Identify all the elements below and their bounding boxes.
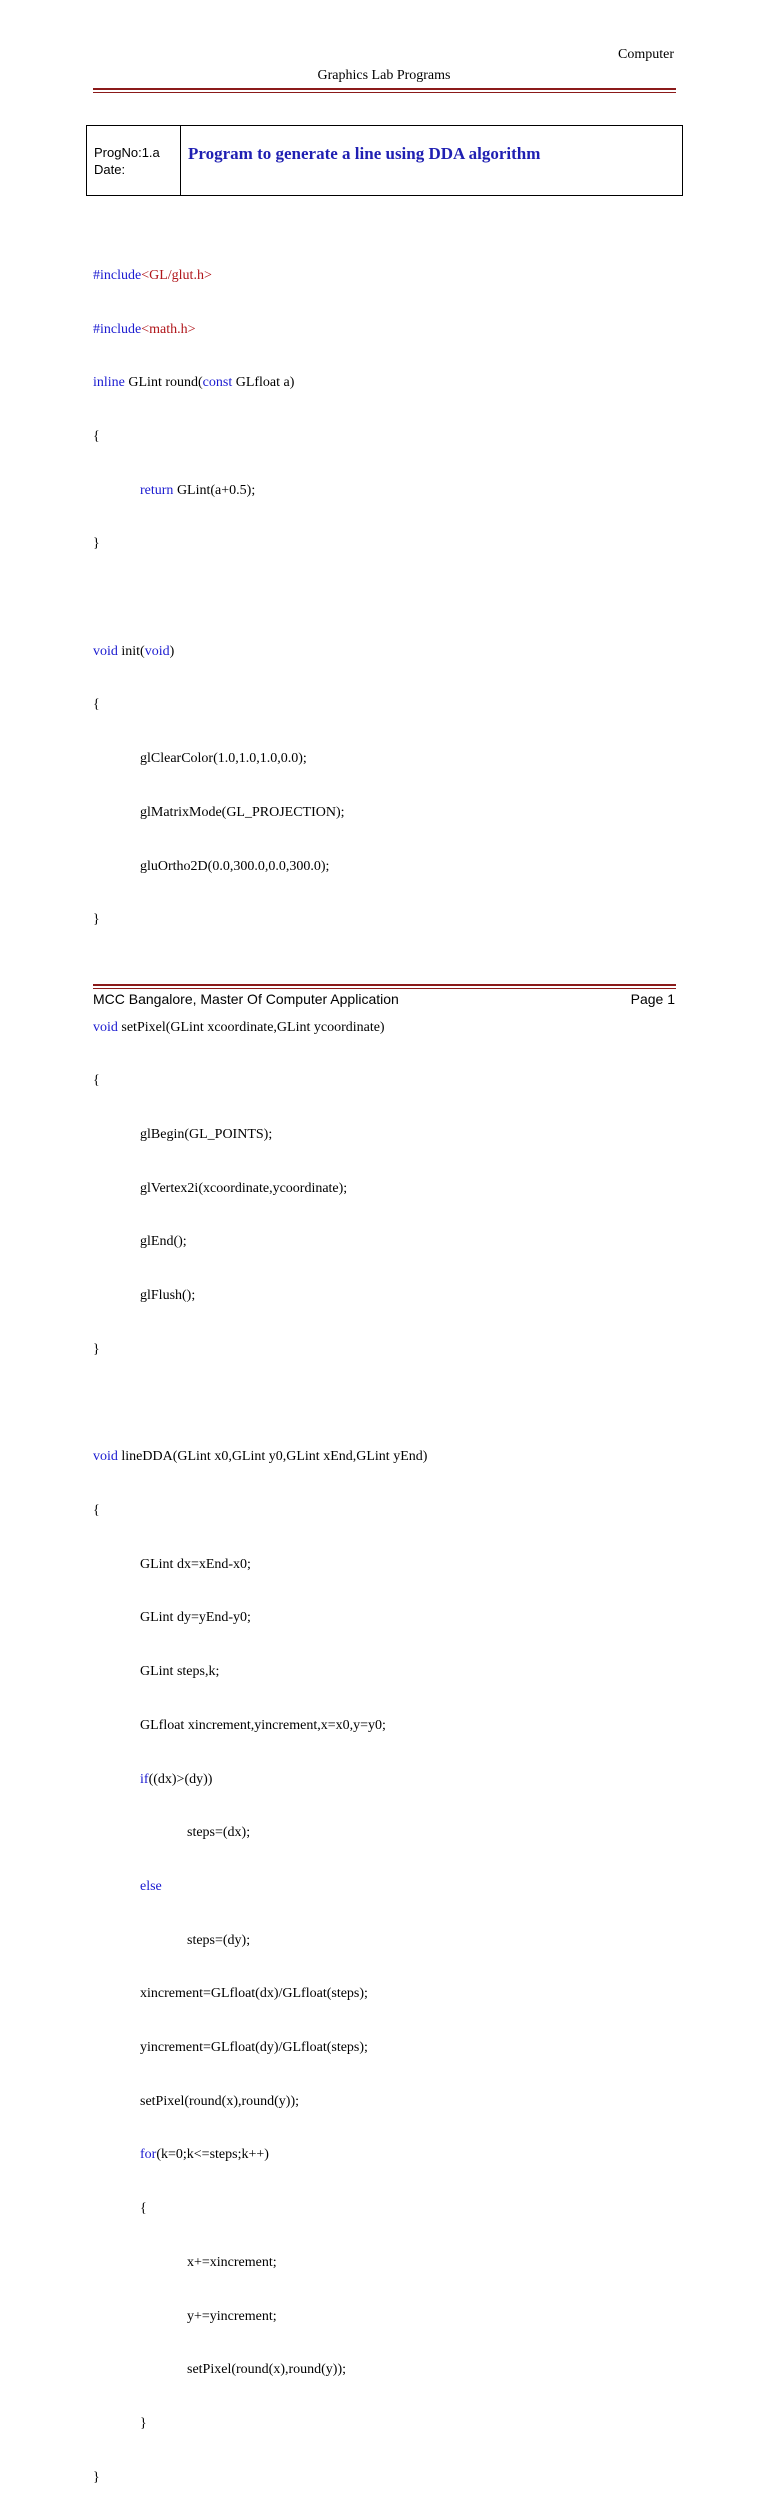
code-text: GLint(a+0.5); (173, 482, 256, 498)
code-line: } (93, 1341, 100, 1357)
code-line: glMatrixMode(GL_PROJECTION); (140, 804, 345, 820)
code-keyword: void (93, 1019, 118, 1035)
code-text: (k=0;k<=steps;k++) (156, 2147, 269, 2163)
code-line (93, 374, 427, 392)
code-line (93, 1019, 427, 1037)
code-line: { (93, 697, 100, 713)
code-line: y+=yincrement; (187, 2308, 277, 2324)
code-include-path: <GL/glut.h> (141, 267, 212, 283)
program-number: ProgNo:1.a (94, 145, 160, 160)
code-line: } (93, 2469, 100, 2485)
code-line: GLint dx=xEnd-x0; (140, 1556, 251, 1572)
code-text: init( (117, 643, 145, 659)
footer-rule-thin (93, 988, 676, 989)
code-line: yincrement=GLfloat(dy)/GLfloat(steps); (140, 2040, 368, 2056)
code-keyword: for (140, 2147, 157, 2163)
code-keyword: #include (93, 321, 142, 337)
code-line: } (93, 912, 100, 928)
code-keyword: void (144, 643, 170, 659)
code-keyword: const (202, 375, 233, 391)
code-line: xincrement=GLfloat(dx)/GLfloat(steps); (140, 1986, 368, 2002)
code-blank-line (93, 589, 427, 607)
footer-institution: MCC Bangalore, Master Of Computer Application (93, 991, 399, 1007)
code-line: glEnd(); (140, 1234, 187, 1250)
code-line: } (93, 536, 100, 552)
page-number: Page 1 (630, 991, 675, 1007)
code-blank-line (93, 965, 427, 983)
footer-rule (93, 984, 676, 986)
code-line (93, 2146, 427, 2164)
code-keyword: inline (93, 375, 125, 391)
code-line: GLint dy=yEnd-y0; (140, 1610, 251, 1626)
code-keyword: return (140, 482, 174, 498)
code-text: ((dx)>(dy)) (148, 1771, 213, 1787)
code-keyword: #include (93, 267, 142, 283)
code-keyword: if (140, 1771, 149, 1787)
code-text: GLfloat a) (232, 375, 295, 391)
header-title: Graphics Lab Programs (317, 68, 451, 83)
code-text: ) (169, 643, 175, 659)
code-line (93, 482, 427, 500)
code-line: setPixel(round(x),round(y)); (140, 2093, 300, 2109)
code-line: x+=xincrement; (187, 2254, 277, 2270)
code-blank-line (93, 1395, 427, 1413)
code-line: { (140, 2201, 147, 2217)
program-date: Date: (94, 162, 126, 177)
code-keyword: void (93, 1449, 118, 1465)
code-line: gluOrtho2D(0.0,300.0,0.0,300.0); (140, 858, 330, 874)
code-line: GLint steps,k; (140, 1664, 220, 1680)
code-line (93, 1771, 427, 1789)
code-line: glClearColor(1.0,1.0,1.0,0.0); (140, 751, 307, 767)
code-text: GLint round( (124, 375, 203, 391)
code-line: { (93, 1073, 100, 1089)
code-text: lineDDA(GLint x0,GLint y0,GLint xEnd,GLint yEnd) (117, 1449, 428, 1465)
code-keyword: else (140, 1878, 162, 1894)
code-keyword: void (93, 643, 118, 659)
code-line (93, 1878, 427, 1896)
header-rule (93, 88, 676, 90)
code-line: GLfloat xincrement,yincrement,x=x0,y=y0; (140, 1717, 386, 1733)
code-line: glFlush(); (140, 1288, 196, 1304)
program-title: Program to generate a line using DDA algorithm (188, 144, 541, 163)
header-right-text: Computer (618, 47, 674, 62)
code-include-path: <math.h> (141, 321, 196, 337)
program-meta (87, 126, 181, 195)
code-line: { (93, 428, 100, 444)
code-line (93, 1448, 427, 1466)
code-line: { (93, 1502, 100, 1518)
code-line (93, 267, 427, 285)
header-rule-thin (93, 92, 676, 93)
code-line: steps=(dy); (187, 1932, 251, 1948)
code-text: setPixel(GLint xcoordinate,GLint ycoordinate) (117, 1019, 385, 1035)
program-info-box (86, 125, 683, 196)
code-line: glBegin(GL_POINTS); (140, 1127, 273, 1143)
code-line (93, 643, 427, 661)
code-line: setPixel(round(x),round(y)); (187, 2362, 347, 2378)
code-line: } (140, 2415, 147, 2431)
code-line: glVertex2i(xcoordinate,ycoordinate); (140, 1180, 348, 1196)
code-line: steps=(dx); (187, 1825, 251, 1841)
code-listing (93, 231, 427, 2504)
code-line (93, 321, 427, 339)
